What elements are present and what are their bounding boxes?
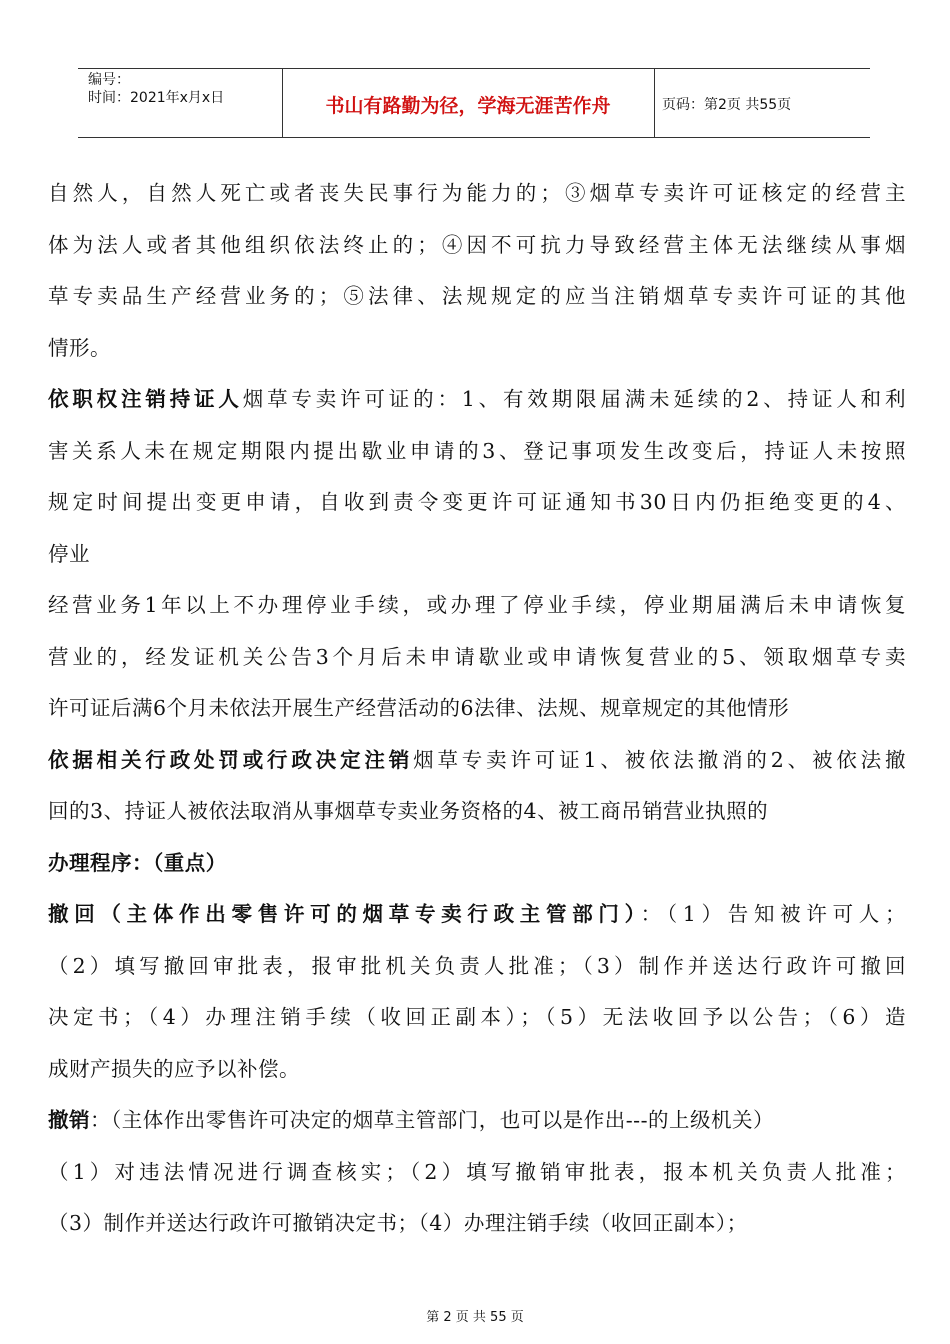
bold-heading: 办理程序：（重点） bbox=[48, 850, 227, 875]
text-line bbox=[48, 632, 906, 684]
line-text: 害关系人未在规定期限内提出歇业申请的3、登记事项发生改变后，持证人未按照 bbox=[48, 438, 906, 463]
text-line bbox=[48, 1147, 906, 1199]
line-text: 烟草专卖许可证的：1、有效期限届满未延续的2、持证人和利 bbox=[242, 387, 906, 411]
text-line bbox=[48, 580, 906, 632]
line-text: （2）填写撤回审批表，报审批机关负责人批准；（3）制作并送达行政许可撤回 bbox=[48, 953, 906, 978]
text-line bbox=[48, 683, 906, 735]
line-text: ：（1）告知被许可人； bbox=[640, 902, 906, 926]
text-line bbox=[48, 735, 906, 787]
line-text: （1）对违法情况进行调查核实；（2）填写撤销审批表，报本机关负责人批准； bbox=[48, 1159, 906, 1184]
line-text: 成财产损失的应予以补偿。 bbox=[48, 1056, 300, 1081]
line-text: ：（主体作出零售许可决定的烟草主管部门，也可以是作出---的上级机关） bbox=[90, 1108, 775, 1132]
line-text: 规定时间提出变更申请，自收到责令变更许可证通知书30日内仍拒绝变更的4、 bbox=[48, 490, 906, 514]
header-number: 编号： bbox=[88, 72, 130, 88]
line-text: 经营业务1年以上不办理停业手续，或办理了停业手续，停业期届满后未申请恢复 bbox=[48, 593, 906, 617]
text-line bbox=[48, 992, 906, 1044]
document-body bbox=[48, 168, 906, 1250]
bold-heading: 撤回（主体作出零售许可的烟草专卖行政主管部门） bbox=[48, 902, 641, 926]
line-text: 情形。 bbox=[48, 335, 111, 360]
line-text: 停业 bbox=[48, 541, 90, 566]
header-divider bbox=[654, 69, 655, 137]
line-text: （3）制作并送达行政许可撤销决定书；（4）办理注销手续（收回正副本）； bbox=[48, 1211, 748, 1235]
bold-heading: 依职权注销持证人 bbox=[48, 387, 243, 411]
line-text: 自然人，自然人死亡或者丧失民事行为能力的；③烟草专卖许可证核定的经营主 bbox=[48, 181, 906, 205]
header-page-info: 页码：第2页 共55页 bbox=[662, 97, 792, 113]
line-text: 烟草专卖许可证1、被依法撤消的2、被依法撤 bbox=[413, 747, 906, 772]
text-line bbox=[48, 1044, 906, 1096]
header-motto: 书山有路勤为径，学海无涯苦作舟 bbox=[325, 95, 611, 117]
text-line bbox=[48, 220, 906, 272]
text-line bbox=[48, 941, 906, 993]
bold-heading: 依据相关行政处罚或行政决定注销 bbox=[48, 747, 414, 772]
text-line bbox=[48, 168, 906, 220]
text-line bbox=[48, 374, 906, 426]
text-line bbox=[48, 889, 906, 941]
text-line bbox=[48, 1198, 906, 1250]
text-line bbox=[48, 323, 906, 375]
line-text: 体为法人或者其他组织依法终止的；④因不可抗力导致经营主体无法继续从事烟 bbox=[48, 232, 906, 257]
line-text: 草专卖品生产经营业务的；⑤法律、法规规定的应当注销烟草专卖许可证的其他 bbox=[48, 284, 906, 308]
header-time: 时间：2021年x月x日 bbox=[88, 90, 225, 106]
line-text: 回的3、持证人被依法取消从事烟草专卖业务资格的4、被工商吊销营业执照的 bbox=[48, 799, 769, 823]
text-line bbox=[48, 426, 906, 478]
text-line bbox=[48, 477, 906, 529]
text-line bbox=[48, 271, 906, 323]
line-text: 决定书；（4）办理注销手续（收回正副本）；（5）无法收回予以公告；（6）造 bbox=[48, 1005, 906, 1029]
line-text: 许可证后满6个月未依法开展生产经营活动的6法律、法规、规章规定的其他情形 bbox=[48, 696, 790, 720]
page-footer: 第 2 页 共 55 页 bbox=[426, 1310, 524, 1325]
page-header bbox=[78, 68, 870, 138]
text-line bbox=[48, 1095, 906, 1147]
text-line bbox=[48, 786, 906, 838]
bold-heading: 撤销 bbox=[48, 1108, 90, 1132]
line-text: 营业的，经发证机关公告3个月后未申请歇业或申请恢复营业的5、领取烟草专卖 bbox=[48, 644, 906, 669]
text-line bbox=[48, 838, 906, 890]
text-line bbox=[48, 529, 906, 581]
header-meta bbox=[88, 71, 282, 107]
